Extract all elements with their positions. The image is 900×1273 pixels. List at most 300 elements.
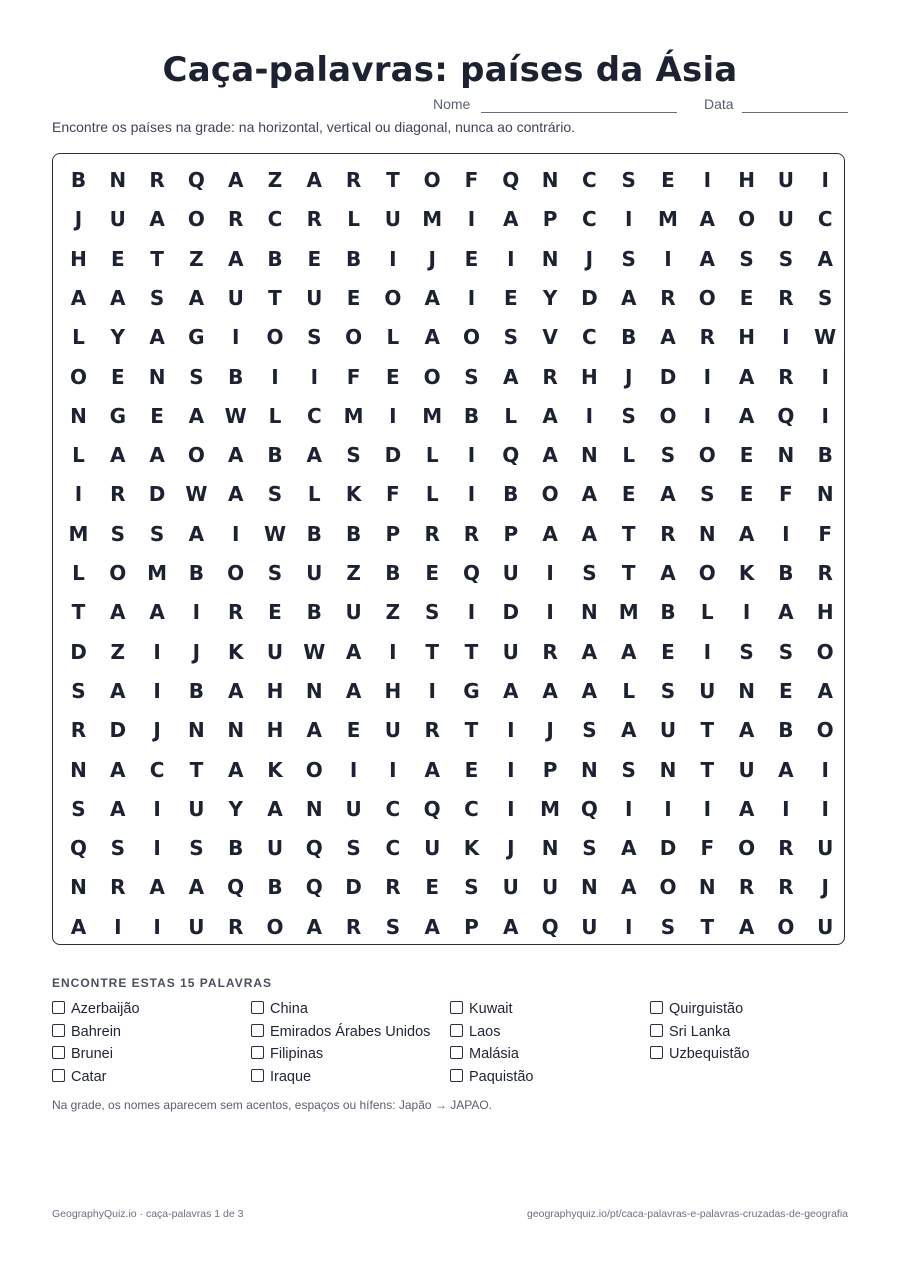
grid-cell[interactable]: N — [541, 246, 559, 271]
grid-cell[interactable]: O — [187, 443, 205, 468]
word-checkbox[interactable] — [52, 1001, 65, 1014]
grid-cell[interactable]: T — [71, 600, 86, 625]
grid-cell[interactable]: A — [503, 914, 519, 939]
grid-cell[interactable]: I — [467, 482, 476, 507]
grid-cell[interactable]: U — [109, 207, 126, 232]
grid-cell[interactable]: S — [346, 443, 361, 468]
grid-cell[interactable]: H — [384, 678, 402, 703]
grid-cell[interactable]: A — [227, 678, 244, 703]
grid-cell[interactable]: E — [110, 364, 125, 389]
grid-cell[interactable]: N — [227, 718, 245, 743]
grid-cell[interactable]: R — [778, 875, 794, 900]
grid-cell[interactable]: A — [699, 246, 716, 271]
grid-cell[interactable]: U — [502, 639, 519, 664]
grid-cell[interactable]: U — [384, 207, 402, 232]
grid-cell[interactable]: S — [385, 914, 401, 939]
grid-cell[interactable]: G — [109, 403, 126, 428]
grid-cell[interactable]: J — [192, 639, 201, 664]
grid-cell[interactable]: J — [74, 207, 83, 232]
grid-cell[interactable]: S — [71, 796, 86, 821]
grid-cell[interactable]: I — [624, 796, 633, 821]
word-checkbox[interactable] — [52, 1046, 65, 1059]
grid-cell[interactable]: I — [231, 325, 240, 350]
grid-cell[interactable]: K — [463, 836, 480, 861]
grid-cell[interactable]: J — [546, 718, 554, 743]
grid-cell[interactable]: A — [738, 796, 755, 821]
grid-cell[interactable]: J — [624, 364, 633, 389]
grid-cell[interactable]: E — [503, 285, 518, 310]
grid-cell[interactable]: A — [738, 403, 755, 428]
grid-cell[interactable]: E — [386, 364, 400, 389]
grid-cell[interactable]: N — [148, 364, 166, 389]
grid-cell[interactable]: Q — [187, 168, 205, 192]
grid-cell[interactable]: N — [305, 678, 323, 703]
grid-cell[interactable]: E — [739, 285, 754, 310]
grid-cell[interactable]: J — [585, 246, 594, 271]
grid-cell[interactable]: A — [345, 678, 362, 703]
grid-cell[interactable]: D — [70, 639, 87, 664]
grid-cell[interactable]: Z — [110, 639, 126, 664]
grid-cell[interactable]: U — [817, 914, 834, 939]
grid-cell[interactable]: R — [542, 364, 558, 389]
grid-cell[interactable]: I — [782, 521, 790, 546]
grid-cell[interactable]: O — [698, 285, 716, 310]
grid-cell[interactable]: A — [542, 443, 558, 468]
grid-cell[interactable]: L — [700, 600, 714, 625]
grid-cell[interactable]: D — [148, 482, 166, 507]
grid-cell[interactable]: N — [70, 403, 87, 428]
grid-cell[interactable]: M — [147, 561, 168, 585]
grid-cell[interactable]: S — [778, 246, 794, 271]
grid-cell[interactable]: E — [307, 246, 322, 271]
grid-cell[interactable]: G — [188, 325, 205, 350]
grid-cell[interactable]: C — [582, 168, 597, 192]
grid-cell[interactable]: I — [821, 168, 829, 192]
grid-cell[interactable]: A — [424, 285, 440, 310]
grid-cell[interactable]: J — [821, 875, 829, 900]
grid-cell[interactable]: P — [385, 521, 401, 546]
grid-cell[interactable]: L — [386, 325, 400, 350]
grid-cell[interactable]: O — [423, 168, 441, 192]
grid-cell[interactable]: R — [699, 325, 715, 350]
grid-cell[interactable]: S — [149, 521, 165, 546]
grid-cell[interactable]: J — [153, 718, 161, 743]
grid-cell[interactable]: O — [69, 364, 87, 389]
grid-cell[interactable]: R — [385, 875, 401, 900]
grid-cell[interactable]: B — [228, 364, 244, 389]
grid-cell[interactable]: A — [70, 914, 87, 939]
word-checkbox[interactable] — [650, 1046, 663, 1059]
grid-cell[interactable]: C — [464, 796, 479, 821]
grid-cell[interactable]: O — [659, 403, 677, 428]
grid-cell[interactable]: Q — [305, 836, 323, 861]
grid-cell[interactable]: E — [425, 561, 440, 585]
grid-cell[interactable]: A — [581, 521, 598, 546]
grid-cell[interactable]: F — [700, 836, 715, 861]
grid-cell[interactable]: I — [664, 796, 672, 821]
grid-cell[interactable]: U — [659, 718, 677, 743]
grid-cell[interactable]: I — [153, 678, 161, 703]
grid-cell[interactable]: E — [150, 403, 164, 428]
grid-cell[interactable]: I — [153, 639, 161, 664]
grid-cell[interactable]: S — [503, 325, 518, 350]
grid-cell[interactable]: R — [463, 521, 480, 546]
grid-cell[interactable]: I — [389, 639, 397, 664]
grid-cell[interactable]: H — [266, 718, 284, 743]
grid-cell[interactable]: K — [345, 482, 362, 507]
grid-cell[interactable]: A — [503, 364, 519, 389]
grid-cell[interactable]: A — [581, 482, 598, 507]
grid-cell[interactable]: R — [817, 561, 833, 585]
grid-cell[interactable]: I — [821, 403, 829, 428]
grid-cell[interactable]: V — [542, 325, 558, 350]
grid-cell[interactable]: Q — [541, 914, 559, 939]
grid-cell[interactable]: I — [821, 364, 829, 389]
grid-cell[interactable]: O — [738, 207, 756, 232]
grid-cell[interactable]: I — [624, 207, 633, 232]
grid-cell[interactable]: I — [192, 600, 201, 625]
grid-cell[interactable]: B — [188, 678, 205, 703]
grid-cell[interactable]: Q — [502, 168, 520, 192]
grid-cell[interactable]: D — [502, 600, 520, 625]
grid-cell[interactable]: I — [467, 207, 476, 232]
grid-cell[interactable]: I — [782, 796, 790, 821]
grid-cell[interactable]: L — [425, 482, 439, 507]
grid-cell[interactable]: S — [149, 285, 165, 310]
grid-cell[interactable]: U — [227, 285, 244, 310]
grid-cell[interactable]: S — [464, 875, 479, 900]
grid-cell[interactable]: S — [621, 168, 636, 192]
grid-cell[interactable]: W — [224, 403, 247, 428]
grid-cell[interactable]: I — [467, 285, 476, 310]
grid-cell[interactable]: O — [541, 482, 559, 507]
grid-cell[interactable]: L — [268, 403, 282, 428]
grid-cell[interactable]: B — [345, 521, 362, 546]
grid-cell[interactable]: S — [307, 325, 322, 350]
grid-cell[interactable]: R — [778, 836, 794, 861]
grid-cell[interactable]: U — [345, 600, 362, 625]
grid-cell[interactable]: S — [817, 285, 833, 310]
grid-cell[interactable]: L — [307, 482, 321, 507]
grid-cell[interactable]: I — [349, 757, 358, 782]
grid-cell[interactable]: D — [109, 718, 127, 743]
grid-cell[interactable]: S — [267, 561, 283, 585]
grid-cell[interactable]: A — [581, 639, 598, 664]
grid-cell[interactable]: W — [263, 521, 287, 546]
grid-cell[interactable]: A — [188, 285, 205, 310]
grid-cell[interactable]: Z — [189, 246, 204, 271]
grid-cell[interactable]: O — [345, 325, 363, 350]
grid-cell[interactable]: C — [817, 207, 833, 232]
grid-cell[interactable]: A — [738, 364, 755, 389]
grid-cell[interactable]: T — [700, 718, 715, 743]
grid-cell[interactable]: I — [507, 718, 515, 743]
word-checkbox[interactable] — [52, 1024, 65, 1037]
grid-cell[interactable]: M — [422, 403, 443, 428]
grid-cell[interactable]: M — [68, 521, 89, 546]
grid-cell[interactable]: S — [189, 364, 204, 389]
grid-cell[interactable]: R — [738, 875, 755, 900]
grid-cell[interactable]: R — [345, 914, 362, 939]
grid-cell[interactable]: N — [581, 875, 598, 900]
grid-cell[interactable]: L — [504, 403, 518, 428]
grid-cell[interactable]: B — [503, 482, 519, 507]
grid-cell[interactable]: C — [385, 836, 401, 861]
grid-cell[interactable]: N — [109, 168, 127, 192]
grid-cell[interactable]: T — [464, 639, 479, 664]
grid-cell[interactable]: H — [738, 168, 755, 192]
word-checkbox[interactable] — [450, 1069, 463, 1082]
grid-cell[interactable]: U — [345, 796, 362, 821]
grid-cell[interactable]: U — [817, 836, 834, 861]
grid-cell[interactable]: A — [188, 521, 205, 546]
grid-cell[interactable]: I — [546, 600, 554, 625]
grid-cell[interactable]: R — [227, 207, 244, 232]
grid-cell[interactable]: I — [703, 796, 712, 821]
word-checkbox[interactable] — [650, 1001, 663, 1014]
grid-cell[interactable]: Q — [580, 796, 598, 821]
grid-cell[interactable]: T — [621, 561, 636, 585]
grid-cell[interactable]: A — [227, 168, 244, 192]
grid-cell[interactable]: A — [660, 325, 676, 350]
grid-cell[interactable]: A — [110, 600, 126, 625]
grid-cell[interactable]: I — [624, 914, 633, 939]
grid-cell[interactable]: M — [540, 796, 561, 821]
grid-cell[interactable]: B — [621, 325, 637, 350]
grid-cell[interactable]: N — [816, 482, 834, 507]
grid-cell[interactable]: T — [425, 639, 440, 664]
grid-cell[interactable]: A — [188, 403, 205, 428]
grid-cell[interactable]: A — [699, 207, 716, 232]
grid-cell[interactable]: I — [389, 757, 397, 782]
grid-cell[interactable]: I — [703, 168, 712, 192]
grid-cell[interactable]: A — [738, 914, 755, 939]
grid-cell[interactable]: I — [74, 482, 83, 507]
grid-cell[interactable]: I — [546, 561, 554, 585]
grid-cell[interactable]: S — [71, 678, 86, 703]
grid-cell[interactable]: P — [542, 757, 558, 782]
grid-cell[interactable]: B — [188, 561, 205, 585]
grid-cell[interactable]: N — [188, 718, 205, 743]
grid-cell[interactable]: Y — [228, 796, 243, 821]
grid-cell[interactable]: I — [389, 246, 397, 271]
grid-cell[interactable]: S — [346, 836, 361, 861]
grid-cell[interactable]: S — [660, 678, 676, 703]
grid-cell[interactable]: U — [266, 836, 284, 861]
grid-cell[interactable]: P — [542, 207, 558, 232]
grid-cell[interactable]: U — [777, 168, 795, 192]
grid-cell[interactable]: Q — [462, 561, 480, 585]
grid-cell[interactable]: O — [187, 207, 205, 232]
grid-cell[interactable]: H — [70, 246, 87, 271]
grid-cell[interactable]: E — [346, 718, 361, 743]
grid-cell[interactable]: H — [738, 325, 755, 350]
grid-cell[interactable]: B — [817, 443, 833, 468]
grid-cell[interactable]: U — [738, 757, 755, 782]
grid-cell[interactable]: R — [424, 718, 440, 743]
word-checkbox[interactable] — [650, 1024, 663, 1037]
grid-cell[interactable]: D — [659, 364, 677, 389]
grid-cell[interactable]: S — [621, 757, 636, 782]
grid-cell[interactable]: D — [345, 875, 362, 900]
grid-cell[interactable]: R — [778, 364, 794, 389]
grid-cell[interactable]: Q — [777, 403, 795, 428]
grid-cell[interactable]: T — [386, 168, 400, 192]
grid-cell[interactable]: A — [620, 718, 637, 743]
grid-cell[interactable]: A — [149, 325, 165, 350]
grid-cell[interactable]: O — [659, 875, 677, 900]
grid-cell[interactable]: S — [739, 639, 754, 664]
grid-cell[interactable]: A — [110, 757, 126, 782]
grid-cell[interactable]: H — [816, 600, 834, 625]
grid-cell[interactable]: I — [389, 403, 397, 428]
grid-cell[interactable]: S — [424, 600, 440, 625]
grid-cell[interactable]: I — [821, 796, 829, 821]
grid-cell[interactable]: R — [227, 914, 244, 939]
grid-cell[interactable]: S — [739, 246, 754, 271]
grid-cell[interactable]: B — [463, 403, 480, 428]
grid-cell[interactable]: J — [428, 246, 436, 271]
grid-cell[interactable]: Q — [502, 443, 520, 468]
grid-cell[interactable]: Z — [385, 600, 401, 625]
grid-cell[interactable]: A — [778, 600, 794, 625]
grid-cell[interactable]: N — [70, 875, 87, 900]
grid-cell[interactable]: B — [385, 561, 401, 585]
grid-cell[interactable]: U — [188, 796, 205, 821]
grid-cell[interactable]: N — [777, 443, 795, 468]
grid-cell[interactable]: E — [268, 600, 282, 625]
grid-cell[interactable]: I — [585, 403, 594, 428]
grid-cell[interactable]: I — [153, 796, 161, 821]
grid-cell[interactable]: L — [622, 678, 636, 703]
grid-cell[interactable]: A — [110, 796, 126, 821]
grid-cell[interactable]: A — [738, 521, 755, 546]
grid-cell[interactable]: E — [661, 639, 675, 664]
grid-cell[interactable]: L — [622, 443, 636, 468]
grid-cell[interactable]: C — [385, 796, 401, 821]
grid-cell[interactable]: U — [306, 285, 323, 310]
grid-cell[interactable]: N — [305, 796, 323, 821]
grid-cell[interactable]: I — [507, 757, 515, 782]
grid-cell[interactable]: U — [188, 914, 205, 939]
grid-cell[interactable]: A — [542, 678, 558, 703]
grid-cell[interactable]: A — [306, 443, 323, 468]
grid-cell[interactable]: T — [150, 246, 164, 271]
grid-cell[interactable]: S — [621, 246, 636, 271]
grid-cell[interactable]: G — [463, 678, 480, 703]
grid-cell[interactable]: A — [817, 246, 833, 271]
grid-cell[interactable]: A — [620, 639, 637, 664]
grid-cell[interactable]: T — [268, 285, 282, 310]
grid-cell[interactable]: Z — [346, 561, 361, 585]
grid-cell[interactable]: C — [582, 325, 597, 350]
grid-cell[interactable]: Y — [110, 325, 126, 350]
grid-cell[interactable]: Q — [423, 796, 441, 821]
grid-cell[interactable]: L — [425, 443, 439, 468]
grid-cell[interactable]: K — [738, 561, 755, 585]
word-checkbox[interactable] — [450, 1001, 463, 1014]
grid-cell[interactable]: L — [72, 561, 85, 585]
grid-cell[interactable]: E — [621, 482, 636, 507]
grid-cell[interactable]: O — [266, 325, 284, 350]
grid-cell[interactable]: P — [464, 914, 479, 939]
grid-cell[interactable]: I — [821, 757, 829, 782]
grid-cell[interactable]: Q — [227, 875, 245, 900]
grid-cell[interactable]: S — [660, 914, 676, 939]
grid-cell[interactable]: A — [149, 600, 165, 625]
grid-cell[interactable]: R — [542, 639, 558, 664]
grid-cell[interactable]: S — [660, 443, 676, 468]
grid-cell[interactable]: D — [384, 443, 402, 468]
grid-cell[interactable]: I — [703, 639, 712, 664]
grid-cell[interactable]: A — [110, 285, 126, 310]
grid-cell[interactable]: B — [267, 875, 283, 900]
grid-cell[interactable]: N — [581, 600, 598, 625]
grid-cell[interactable]: S — [267, 482, 283, 507]
grid-cell[interactable]: E — [110, 246, 125, 271]
grid-cell[interactable]: B — [267, 443, 283, 468]
grid-cell[interactable]: A — [424, 325, 440, 350]
grid-cell[interactable]: S — [582, 836, 597, 861]
grid-cell[interactable]: A — [738, 718, 755, 743]
grid-cell[interactable]: E — [739, 443, 754, 468]
grid-cell[interactable]: M — [343, 403, 364, 428]
grid-cell[interactable]: A — [306, 168, 323, 192]
grid-cell[interactable]: B — [778, 718, 794, 743]
grid-cell[interactable]: I — [507, 246, 515, 271]
grid-cell[interactable]: T — [700, 914, 715, 939]
grid-cell[interactable]: B — [70, 168, 87, 192]
grid-cell[interactable]: A — [110, 678, 126, 703]
grid-cell[interactable]: A — [542, 403, 558, 428]
grid-cell[interactable]: W — [303, 639, 326, 664]
grid-cell[interactable]: A — [620, 285, 637, 310]
grid-cell[interactable]: D — [659, 836, 677, 861]
grid-cell[interactable]: M — [658, 207, 678, 232]
grid-cell[interactable]: O — [227, 561, 245, 585]
grid-cell[interactable]: F — [464, 168, 479, 192]
grid-cell[interactable]: B — [306, 521, 322, 546]
grid-cell[interactable]: A — [345, 639, 362, 664]
grid-cell[interactable]: E — [425, 875, 440, 900]
grid-cell[interactable]: B — [306, 600, 322, 625]
grid-cell[interactable]: A — [503, 207, 519, 232]
grid-cell[interactable]: R — [306, 207, 322, 232]
grid-cell[interactable]: N — [698, 521, 716, 546]
grid-cell[interactable]: F — [818, 521, 833, 546]
grid-cell[interactable]: W — [814, 325, 837, 350]
grid-cell[interactable]: P — [503, 521, 519, 546]
grid-cell[interactable]: E — [661, 168, 675, 192]
grid-cell[interactable]: I — [507, 796, 515, 821]
word-search-grid[interactable] — [52, 153, 845, 945]
grid-cell[interactable]: U — [424, 836, 441, 861]
grid-cell[interactable]: O — [305, 757, 323, 782]
grid-cell[interactable]: O — [423, 364, 441, 389]
grid-cell[interactable]: A — [306, 718, 323, 743]
grid-cell[interactable]: I — [153, 914, 161, 939]
grid-cell[interactable]: N — [698, 875, 716, 900]
grid-cell[interactable]: C — [267, 207, 283, 232]
grid-cell[interactable]: O — [698, 443, 716, 468]
grid-cell[interactable]: A — [620, 875, 637, 900]
grid-cell[interactable]: U — [306, 561, 323, 585]
grid-cell[interactable]: I — [467, 443, 476, 468]
grid-cell[interactable]: K — [227, 639, 244, 664]
word-checkbox[interactable] — [52, 1069, 65, 1082]
grid-cell[interactable]: A — [542, 521, 558, 546]
grid-cell[interactable]: A — [424, 757, 440, 782]
